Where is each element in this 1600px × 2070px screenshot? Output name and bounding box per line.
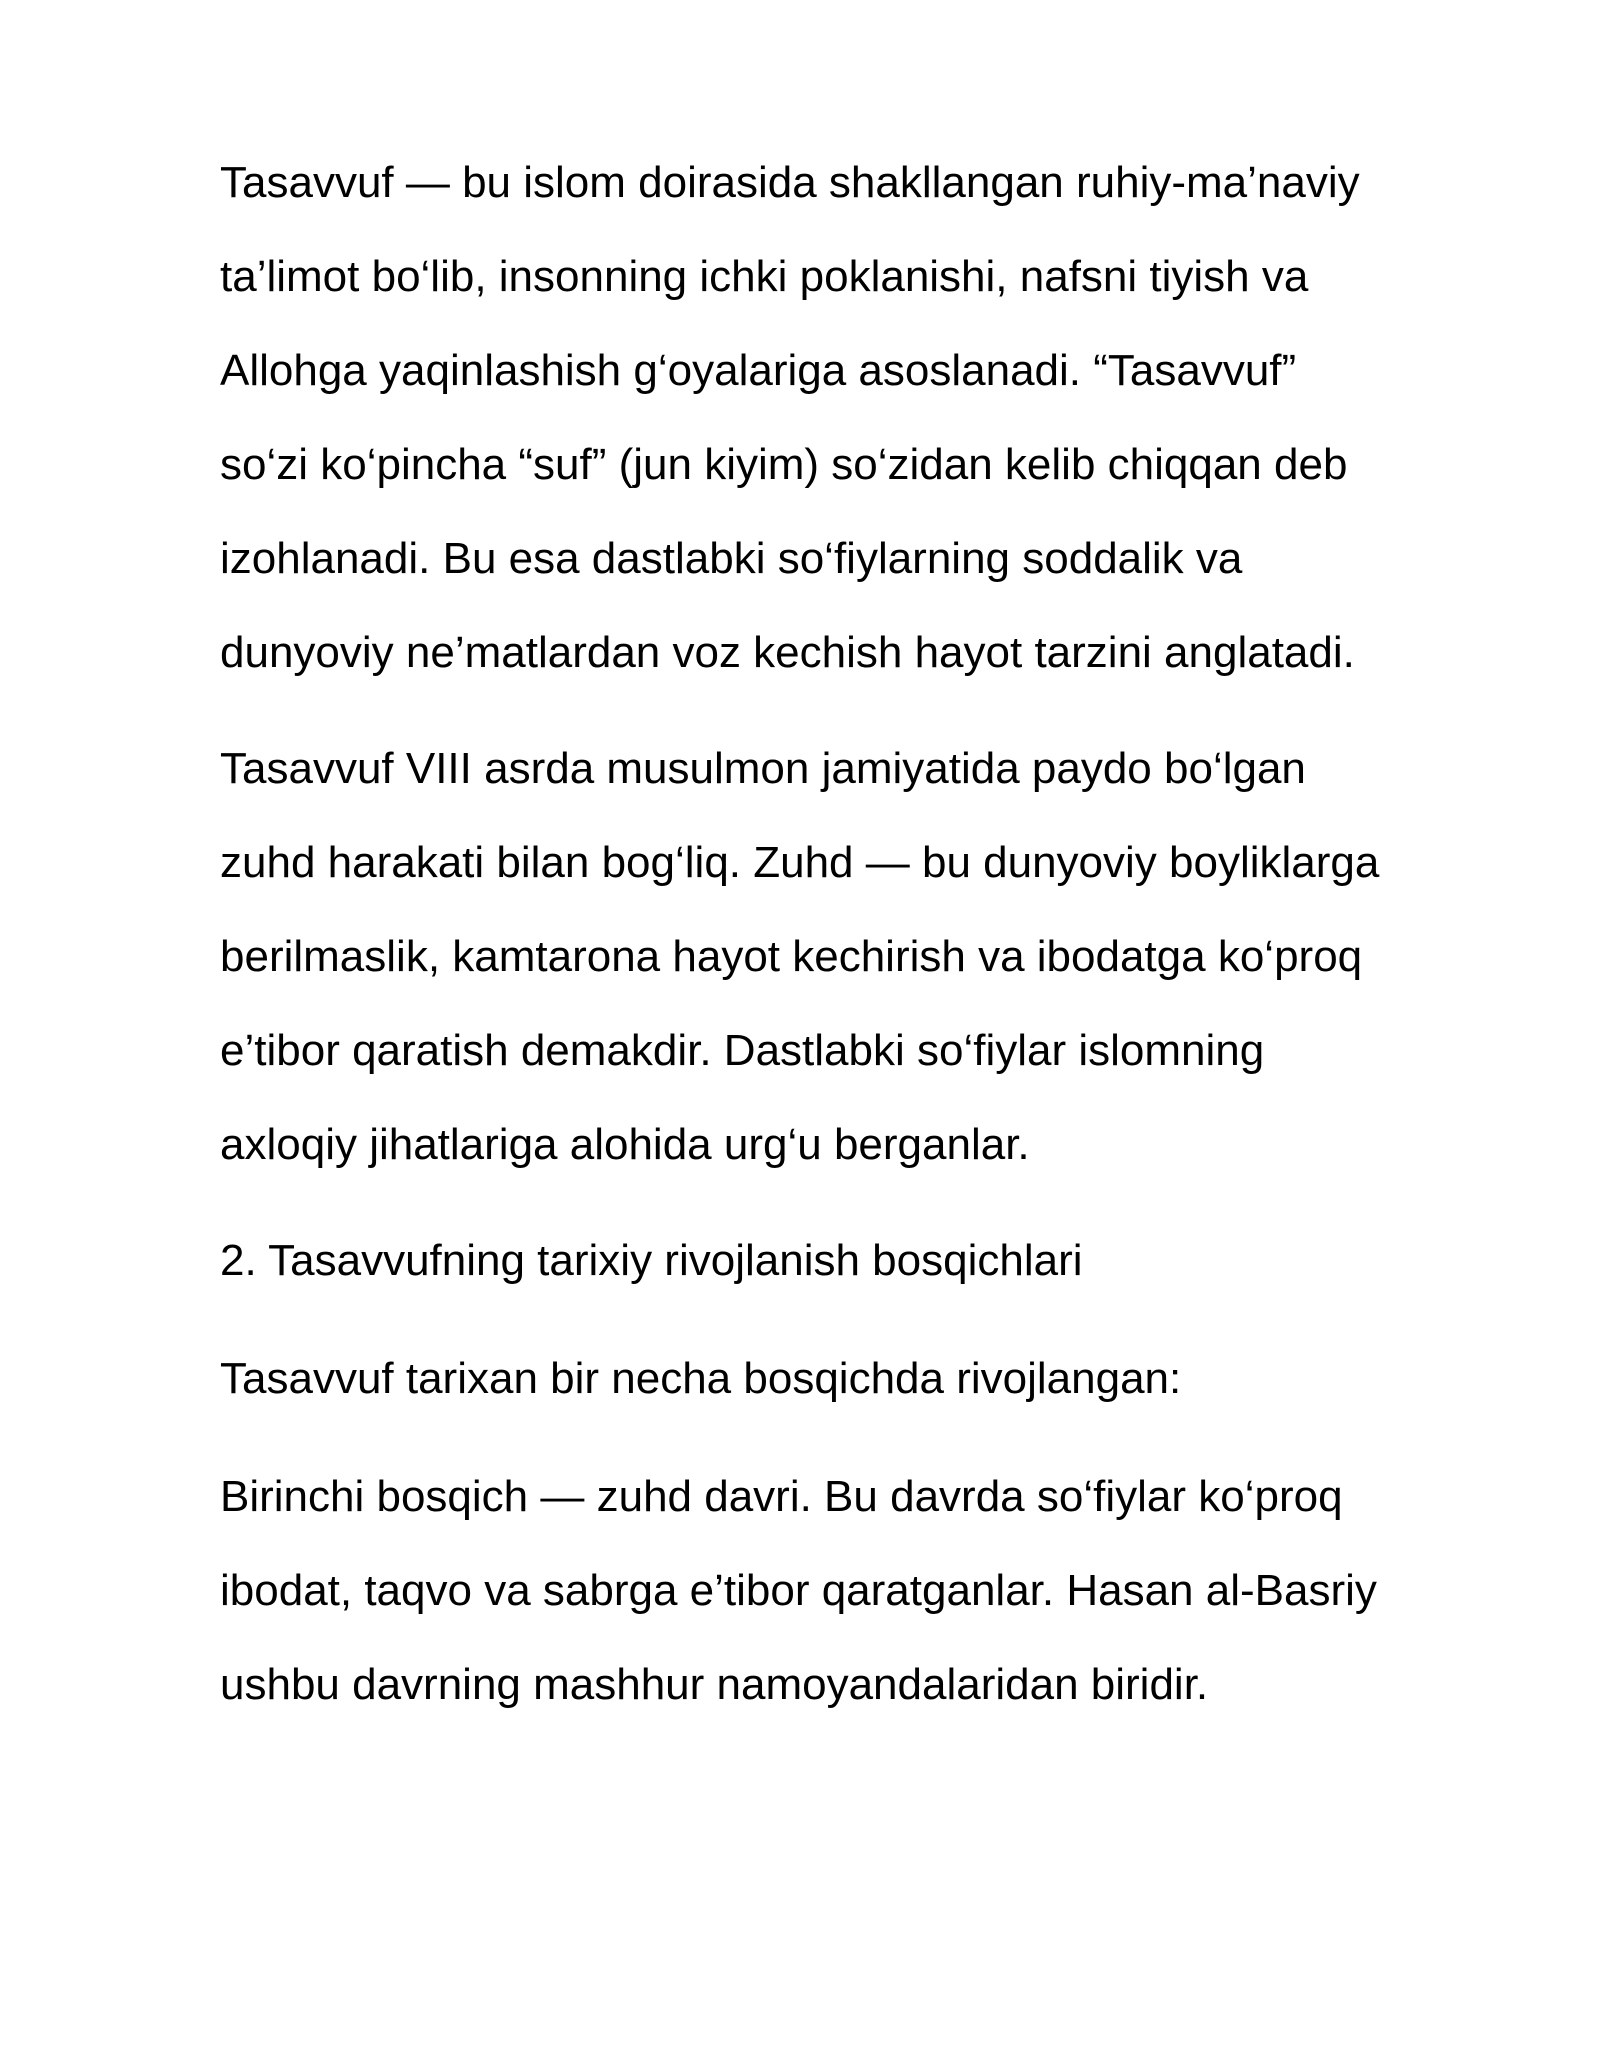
text-line: ibodat, taqvo va sabrga e’tibor qaratganlar. Hasan al-Basriy <box>220 1566 1377 1615</box>
text-line: Tasavvuf — bu islom doirasida shakllangan ruhiy-ma’naviy <box>220 158 1360 207</box>
heading-text: 2. Tasavvufning tarixiy rivojlanish bosqichlari <box>220 1236 1083 1285</box>
text-line: Tasavvuf tarixan bir necha bosqichda rivojlangan: <box>220 1354 1182 1403</box>
text-line: izohlanadi. Bu esa dastlabki so‘fiylarning soddalik va <box>220 534 1243 583</box>
text-line: axloqiy jihatlariga alohida urg‘u berganlar. <box>220 1120 1030 1169</box>
document-page <box>220 136 1490 1754</box>
text-line: Birinchi bosqich — zuhd davri. Bu davrda so‘fiylar ko‘proq <box>220 1472 1343 1521</box>
text-line: so‘zi ko‘pincha “suf” (jun kiyim) so‘zidan kelib chiqqan deb <box>220 440 1348 489</box>
paragraph-intro <box>220 1332 1490 1426</box>
paragraph-tasavvuf-definition <box>220 136 1490 700</box>
section-heading <box>220 1214 1490 1308</box>
text-line: Tasavvuf VIII asrda musulmon jamiyatida paydo bo‘lgan <box>220 744 1306 793</box>
text-line: ushbu davrning mashhur namoyandalaridan biridir. <box>220 1660 1209 1709</box>
text-line: Allohga yaqinlashish g‘oyalariga asoslanadi. “Tasavvuf” <box>220 346 1297 395</box>
text-line: e’tibor qaratish demakdir. Dastlabki so‘fiylar islomning <box>220 1026 1265 1075</box>
paragraph-first-stage <box>220 1450 1490 1732</box>
text-line: berilmaslik, kamtarona hayot kechirish va ibodatga ko‘proq <box>220 932 1363 981</box>
text-line: dunyoviy ne’matlardan voz kechish hayot tarzini anglatadi. <box>220 628 1355 677</box>
text-line: zuhd harakati bilan bog‘liq. Zuhd — bu dunyoviy boyliklarga <box>220 838 1380 887</box>
paragraph-zuhd-movement <box>220 722 1490 1192</box>
text-line: ta’limot bo‘lib, insonning ichki poklanishi, nafsni tiyish va <box>220 252 1309 301</box>
